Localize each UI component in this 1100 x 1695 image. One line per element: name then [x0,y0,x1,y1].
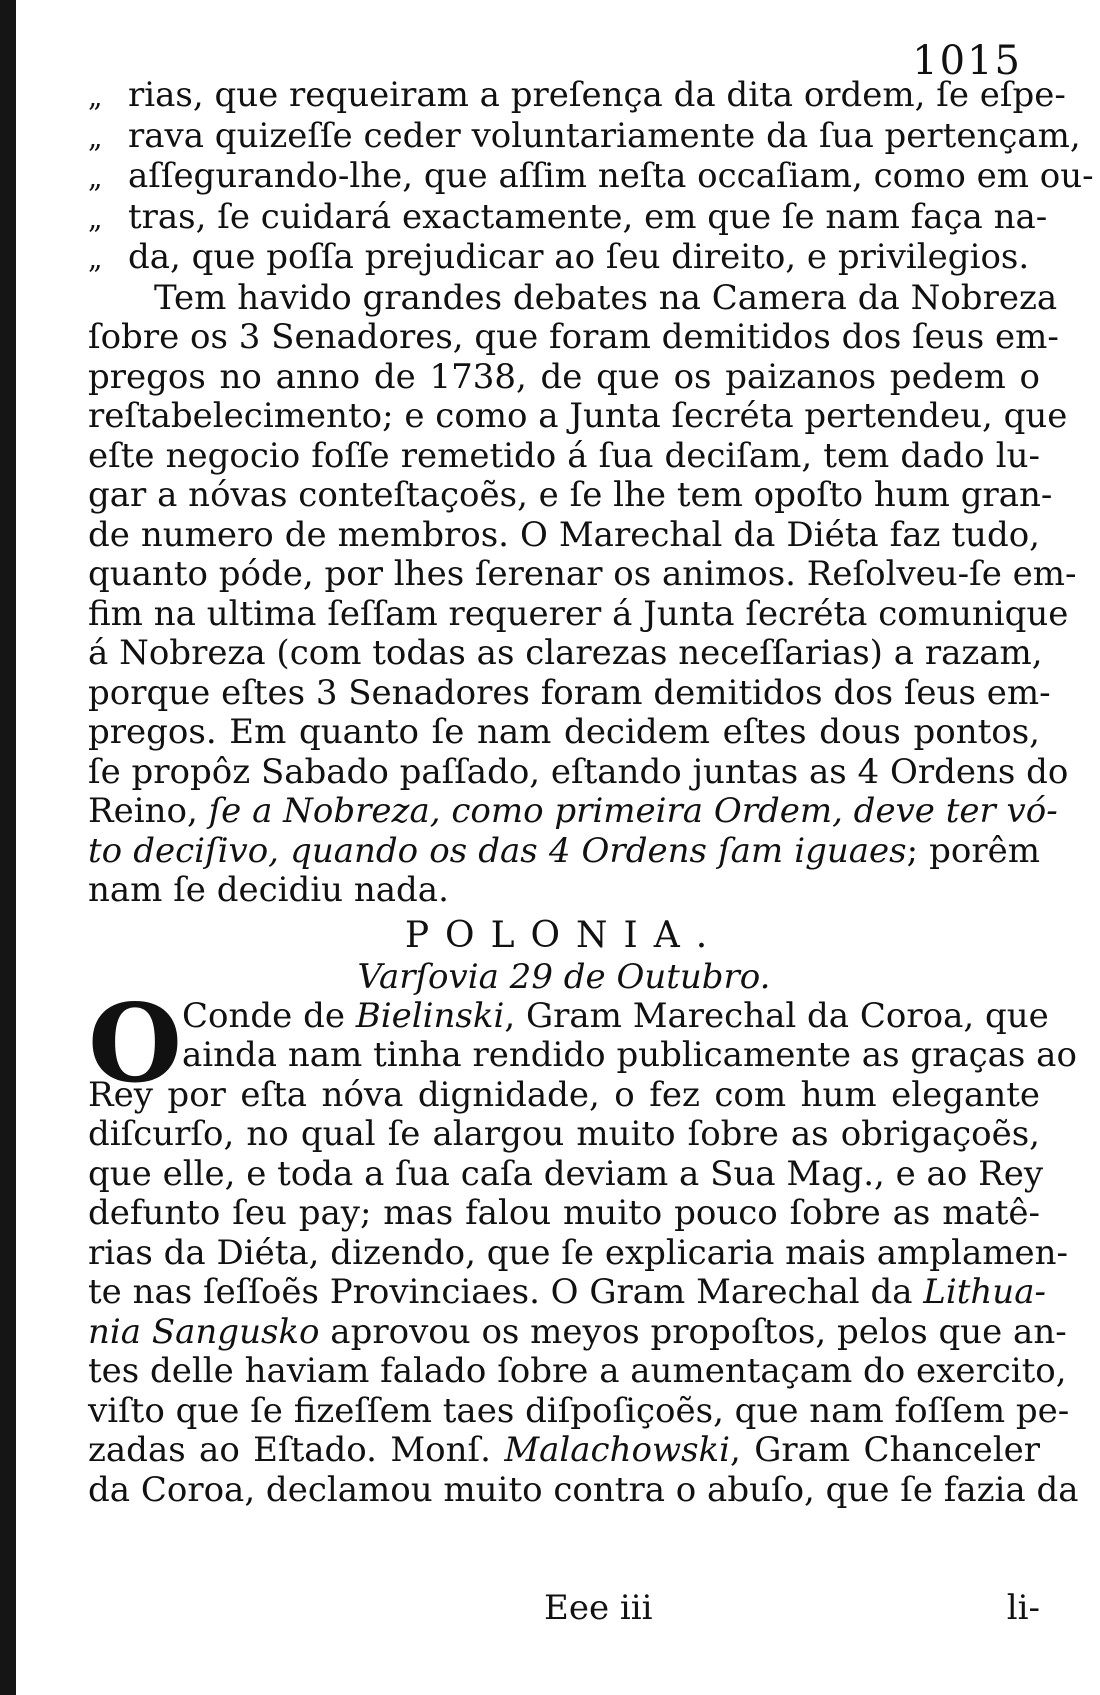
place-name: Lithua- [923,1272,1046,1312]
text-line: ſobre os 3 Senadores, que foram demitidos dos ſeus em- [88,317,1059,357]
quote-mark: „ [88,242,103,275]
quote-mark: „ [88,120,103,154]
text-line: da Coroa, declamou muito contra o abuſo, que ſe fazia da [88,1469,1079,1510]
text-line: ſe propôz Sabado paſſado, eſtando juntas as 4 Ordens do [88,751,1069,792]
text-line: fim na ultima ſeſſam requerer á Junta ſecréta comunique [88,593,1069,634]
text-line: eſte negocio foſſe remetido á ſua deciſam, tem dado lu- [88,435,1040,476]
text-line: á Nobreza (com todas as clarezas neceſſarias) a razam, [88,633,1043,673]
italic-question: to deciſivo, quando os das 4 Ordens ſam iguaes [88,830,907,871]
quote-line: „ rias, que requeiram a preſença da dita ordem, ſe eſpe- [88,75,1066,115]
text-line: Rey por eſta nóva dignidade, o fez com hum elegante [88,1074,1040,1115]
text-line: nia Sangusko aprovou os meyos propoſtos, pelos que an- [88,1311,1067,1352]
text-line: quanto póde, por lhes ſerenar os animos. Reſolveu-ſe em- [88,554,1077,594]
page-number: 1015 [912,38,1022,84]
text-line: to deciſivo, quando os das 4 Ordens ſam iguaes; porêm [88,830,1040,871]
quote-line: „ rava quizeſſe ceder voluntariamente da ſua pertençam, [88,115,1081,156]
person-name: Malachowski [504,1430,730,1470]
person-name: nia Sangusko [88,1311,320,1352]
quoted-paragraph [88,75,1094,279]
section-title: POLONIA. [404,914,724,956]
catchword: li- [1006,1588,1040,1628]
paragraph-bielinski [88,980,1079,1511]
text-line: Reino, ſe a Nobreza, como primeira Ordem, deve ter vó- [88,791,1058,831]
signature-mark: Eee iii [544,1588,653,1628]
text-line: pregos. Em quanto ſe nam decidem eſtes dous pontos, [88,712,1040,752]
page-edge-shadow [0,0,16,1695]
text-line: tes delle haviam falado ſobre a aumentaçam do exercito, [88,1351,1067,1391]
quote-mark: „ [88,80,103,113]
text-line: defunto ſeu pay; mas falou muito pouco ſobre as matê- [88,1193,1040,1233]
text-line: ainda nam tinha rendido publicamente as graças ao [182,1035,1077,1075]
person-name: Bielinski [355,995,505,1036]
text-line: pregos no anno de 1738, de que os paizanos pedem o [88,356,1040,397]
italic-question: ſe a Nobreza, como primeira Ordem, deve ter vó- [208,791,1058,831]
text-line: de numero de membros. O Marechal da Diéta faz tudo, [88,514,1040,555]
quote-line: „ da, que poſſa prejudicar ao ſeu direito, e privilegios. [88,237,1030,277]
text-line: te nas ſeſſoẽs Provinciaes. O Gram Marechal da Lithua- [88,1272,1046,1312]
quote-line: „ aſſegurando-lhe, que aſſim neſta occaſiam, como em ou- [88,156,1094,196]
text-line: porque eſtes 3 Senadores foram demitidos dos ſeus em- [88,672,1051,713]
paragraph-nobility-debates [88,277,1077,911]
text-line: viſto que ſe fizeſſem taes diſpoſiçoẽs, que nam foſſem pe- [88,1390,1070,1431]
text-line: rias da Diéta, dizendo, que ſe explicaria mais amplamen- [88,1232,1068,1273]
text-line: Conde de Bielinski, Gram Marechal da Coroa, que [182,995,1049,1036]
text-line: reſtabelecimento; e como a Junta ſecréta pertendeu, que [88,396,1068,436]
page-body [88,75,1094,1510]
text-line: zadas ao Eſtado. Monſ. Malachowski, Gram Chanceler [88,1430,1040,1470]
drop-cap: O [88,980,183,1107]
text-line: Tem havido grandes debates na Camera da Nobreza [154,277,1058,318]
text-line: diſcurſo, no qual ſe alargou muito ſobre as obrigaçoẽs, [88,1114,1040,1154]
quote-mark: „ [88,161,103,194]
quote-mark: „ [88,201,103,235]
text-line: nam ſe decidiu nada. [88,870,449,910]
dateline: Varſovia 29 de Outubro. [357,956,771,997]
text-line: gar a nóvas conteſtaçoẽs, e ſe lhe tem opoſto hum gran- [88,475,1053,515]
text-line: que elle, e toda a ſua caſa deviam a Sua Mag., e ao Rey [88,1153,1044,1194]
quote-line: „ tras, ſe cuidará exactamente, em que ſe nam faça na- [88,196,1048,237]
